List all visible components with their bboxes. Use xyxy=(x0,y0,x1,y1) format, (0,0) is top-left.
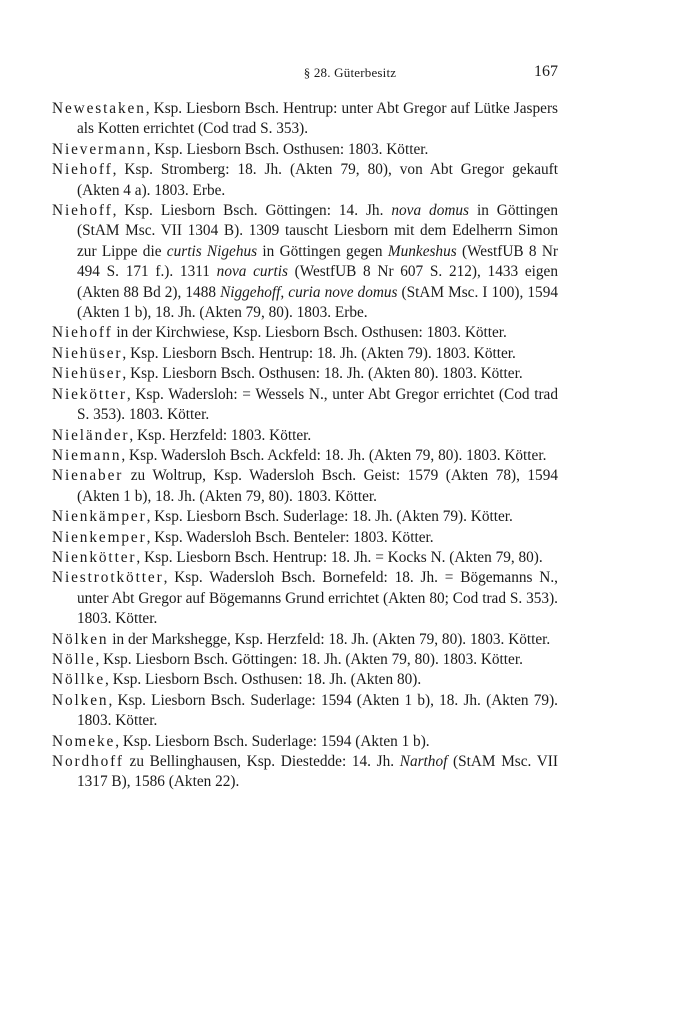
entry-text: (StAM Msc. I 100), 1594 (Akten 1 b), 18. Jh. (Akten 79, 80). 1803. Erbe. xyxy=(77,283,558,322)
entry-text: , Ksp. Liesborn Bsch. Osthusen: 18. Jh. (Akten 80). xyxy=(105,671,422,689)
page-number: 167 xyxy=(534,63,558,80)
entry-name: Niehoff xyxy=(52,324,113,342)
entry-name: Niehoff xyxy=(52,161,113,179)
register-entry xyxy=(52,385,558,426)
entry-name: Niehüser xyxy=(52,344,123,362)
register-entry xyxy=(52,201,558,323)
register-entry xyxy=(52,323,558,343)
entry-text: in Göttingen (StAM Msc. VII 1304 B). 1309 tauscht Liesborn mit dem Edelherrn Simon zur Lippe die xyxy=(77,202,558,260)
entry-text: , Ksp. Herzfeld: 1803. Kötter. xyxy=(129,426,312,444)
entry-name: Nieländer xyxy=(52,426,130,444)
entry-name: Niestrotkötter xyxy=(52,569,164,587)
entry-name: Niehüser xyxy=(52,365,123,383)
entry-text: , Ksp. Stromberg: 18. Jh. (Akten 79, 80), von Abt Gregor gekauft (Akten 4 a). 1803. Erbe. xyxy=(77,161,558,199)
entry-text: , Ksp. Liesborn Bsch. Suderlage: 18. Jh. (Akten 79). Kötter. xyxy=(146,508,513,526)
source-term: Niggehoff, curia nove domus xyxy=(220,283,398,301)
register-entry xyxy=(52,446,558,466)
entry-name: Niehoff xyxy=(52,202,113,220)
entry-name-suffix: in der Kirchwiese xyxy=(112,324,226,342)
entry-name: Niekötter xyxy=(52,385,127,403)
entry-name: Nölken xyxy=(52,630,109,648)
entry-name: Nölle xyxy=(52,650,96,668)
register-entry xyxy=(52,650,558,670)
entry-name: Nievermann xyxy=(52,140,147,158)
entry-text: , Ksp. Wadersloh Bsch. Ackfeld: 18. Jh. (Akten 79, 80). 1803. Kötter. xyxy=(121,446,547,464)
entry-text: , Ksp. Liesborn Bsch. Osthusen: 1803. Kötter. xyxy=(146,140,429,158)
register-entry xyxy=(52,732,558,752)
entry-text: , Ksp. Liesborn Bsch. Osthusen: 1803. Kötter. xyxy=(225,324,507,342)
entry-text: , Ksp. Liesborn Bsch. Hentrup: unter Abt Gregor auf Lütke Jaspers als Kotten errichtet (Cod trad S. 353). xyxy=(77,100,558,138)
register-entry xyxy=(52,568,558,629)
register-entry xyxy=(52,528,558,548)
entry-text: , Ksp. Liesborn Bsch. Suderlage: 1594 (Akten 1 b), 18. Jh. (Akten 79). 1803. Kötter. xyxy=(77,691,558,730)
source-term: Munkeshus xyxy=(387,242,457,260)
source-term: curtis Nigehus xyxy=(166,242,258,260)
register-entry xyxy=(52,99,558,140)
register-entry xyxy=(52,140,558,160)
source-term: nova curtis xyxy=(216,263,288,281)
page-header xyxy=(0,63,700,87)
register-entry xyxy=(52,670,558,690)
entry-text: (StAM Msc. VII 1317 B), 1586 (Akten 22). xyxy=(77,753,558,791)
entry-name: Nienkemper xyxy=(52,528,147,546)
entry-name: Nomeke xyxy=(52,732,116,750)
running-head: § 28. Güterbesitz xyxy=(303,65,397,80)
register-entry xyxy=(52,752,558,793)
register-entry xyxy=(52,507,558,527)
entry-text: , Ksp. Wadersloh Bsch. Benteler: 1803. Kötter. xyxy=(146,528,434,546)
entry-name: Nienkämper xyxy=(52,508,147,526)
entry-text: , Ksp. Liesborn Bsch. Osthusen: 18. Jh. (Akten 80). 1803. Kötter. xyxy=(122,365,523,383)
register-entry xyxy=(52,548,558,568)
register-entry xyxy=(52,466,558,507)
source-term: Narthof xyxy=(399,753,448,770)
entry-text: , Ksp. Wadersloh Bsch. Bornefeld: 18. Jh. = Bögemanns N., unter Abt Gregor auf Bögemanns Grund errichtet (Akten 80; Cod trad S. 353). 1803. Kötter. xyxy=(77,569,558,628)
entry-name: Nöllke xyxy=(52,671,106,689)
register-entry xyxy=(52,364,558,384)
register-entry xyxy=(52,344,558,364)
entry-text: , Ksp. Liesborn Bsch. Suderlage: 1594 (Akten 1 b). xyxy=(115,732,430,750)
entry-text: , Ksp. Diestedde: 14. Jh. xyxy=(237,753,400,770)
entry-text: , Ksp. Wadersloh Bsch. Geist: 1579 (Akten 78), 1594 (Akten 1 b), 18. Jh. (Akten 79, 80). 1803. Kötter. xyxy=(77,467,558,505)
entry-list xyxy=(52,99,558,793)
entry-name: Nordhoff xyxy=(52,753,124,770)
register-entry xyxy=(52,691,558,732)
entry-text: , Ksp. Liesborn Bsch. Hentrup: 18. Jh. = Kocks N. (Akten 79, 80). xyxy=(136,548,543,566)
entry-text: (WestfUB 8 Nr 494 S. 171 f.). 1311 xyxy=(77,242,559,281)
entry-text: , Ksp. Liesborn Bsch. Göttingen: 18. Jh. (Akten 79, 80). 1803. Kötter. xyxy=(95,650,523,668)
entry-name: Nolken xyxy=(52,691,109,709)
entry-text: (WestfUB 8 Nr 607 S. 212), 1433 eigen (Akten 88 Bd 2), 1488 xyxy=(77,263,558,301)
entry-name: Nienaber xyxy=(52,467,124,485)
entry-name-suffix: zu Bellinghausen xyxy=(123,753,238,770)
entry-name: Newestaken xyxy=(52,100,146,117)
entry-text: in Göttingen gegen xyxy=(257,242,388,260)
register-entry xyxy=(52,160,558,201)
entry-name-suffix: zu Woltrup xyxy=(123,467,203,485)
entry-name-suffix: in der Markshegge xyxy=(108,630,227,648)
entry-name: Niemann xyxy=(52,446,122,464)
entry-text: , Ksp. Liesborn Bsch. Hentrup: 18. Jh. (Akten 79). 1803. Kötter. xyxy=(122,344,516,362)
entry-name: Nienkötter xyxy=(52,548,137,566)
entry-text: , Ksp. Wadersloh: = Wessels N., unter Abt Gregor errichtet (Cod trad S. 353). 1803. Kötter. xyxy=(77,385,558,424)
register-entry xyxy=(52,630,558,650)
source-term: nova domus xyxy=(391,202,469,220)
entry-text: , Ksp. Liesborn Bsch. Göttingen: 14. Jh. xyxy=(112,202,392,220)
register-entry xyxy=(52,426,558,446)
entry-text: , Ksp. Herzfeld: 18. Jh. (Akten 79, 80). 1803. Kötter. xyxy=(226,630,551,648)
